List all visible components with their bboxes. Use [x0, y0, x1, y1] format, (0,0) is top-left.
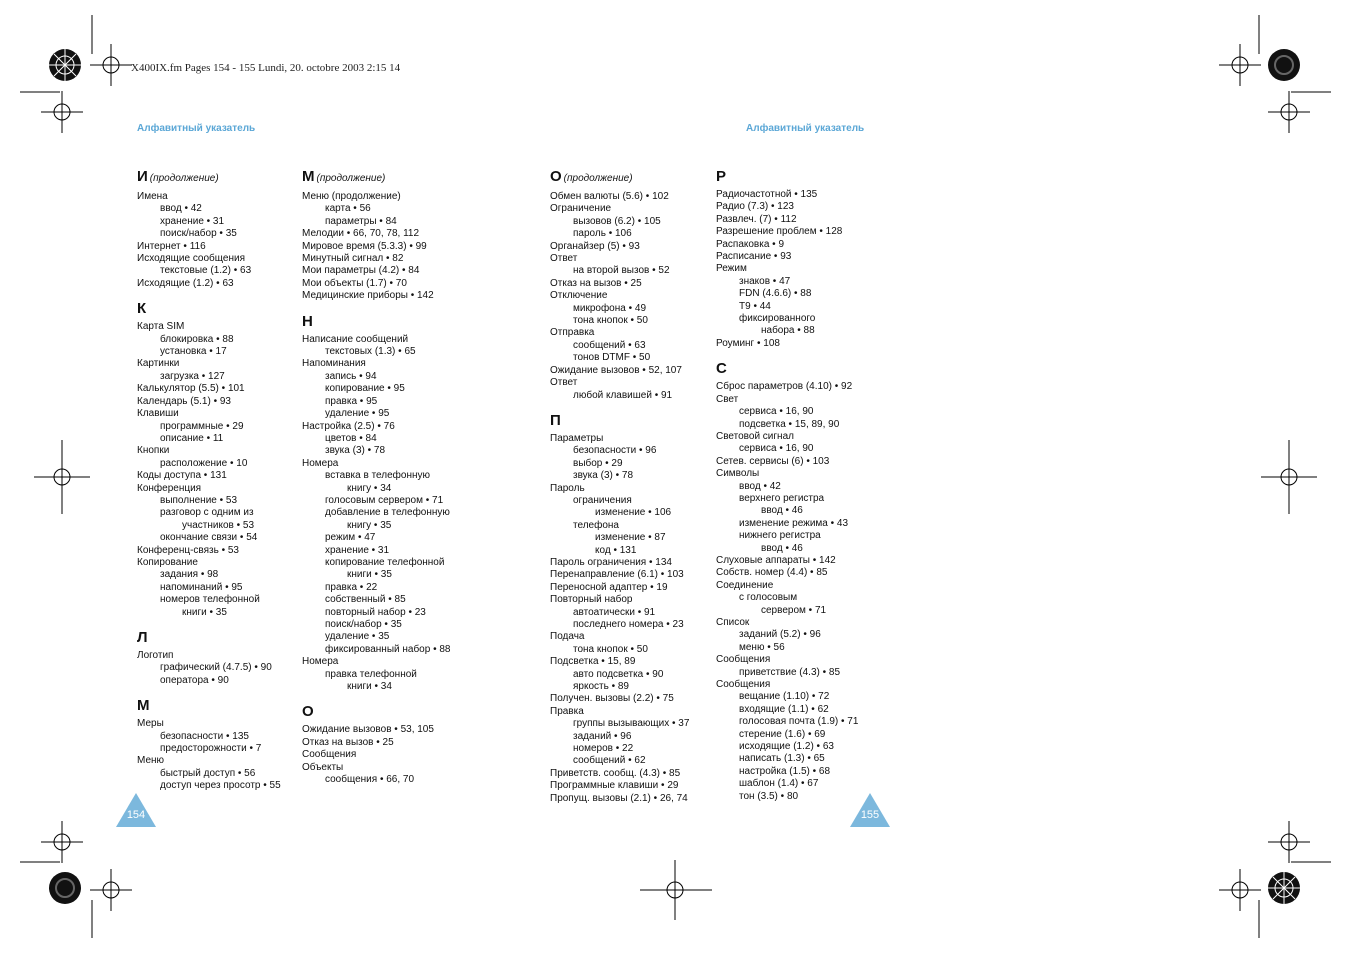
index-entry: текстовых (1.3) • 65	[325, 346, 416, 358]
section-letter	[302, 313, 472, 330]
index-entry: загрузка • 127	[160, 370, 225, 382]
index-entry: исходящие (1.2) • 63	[739, 741, 834, 753]
index-entry: Развлеч. (7) • 112	[716, 213, 797, 225]
index-entry: изменение • 106	[595, 507, 672, 519]
index-entry: тона кнопок • 50	[573, 643, 648, 655]
index-entry: Отправка	[550, 327, 595, 339]
index-entry: голосовым сервером • 71	[325, 494, 444, 506]
index-entry: установка • 17	[160, 346, 227, 358]
index-entry: Ответ	[550, 253, 578, 265]
section-letter-text: Н	[302, 312, 313, 330]
index-entry: Параметры	[550, 432, 604, 444]
index-entry: хранение • 31	[160, 215, 225, 227]
index-entry: Список	[716, 617, 750, 628]
index-entry: Меню (продолжение)	[302, 191, 401, 202]
section-letter-text: О	[550, 168, 562, 185]
index-entry: программные • 29	[160, 420, 244, 432]
registration-target-icon	[1268, 91, 1310, 133]
index-entry: окончание связи • 54	[160, 532, 258, 544]
index-entry: Мировое время (5.3.3) • 99	[302, 240, 427, 252]
index-entry: вещание (1.10) • 72	[739, 691, 830, 703]
index-entry: авто подсветка • 90	[573, 668, 664, 680]
section-letter-text: Л	[137, 629, 148, 646]
section-letter-text: П	[550, 411, 561, 429]
index-entry: задания • 98	[160, 569, 219, 581]
index-entry: участников • 53	[182, 519, 255, 531]
index-entry: Отключение	[550, 290, 608, 302]
index-entry: Клавиши	[137, 408, 179, 420]
index-entry: сервиса • 16, 90	[739, 443, 814, 455]
index-entry: Сообщения	[716, 654, 771, 666]
star-target-icon	[1268, 872, 1300, 904]
index-entry: Роуминг • 108	[716, 337, 780, 349]
index-section	[550, 168, 720, 402]
index-entry: удаление • 35	[325, 631, 390, 643]
index-entry: Подача	[550, 631, 585, 643]
index-entry: Получен. вызовы (2.2) • 75	[550, 693, 674, 705]
index-entry: ввод • 42	[160, 203, 202, 215]
index-entry: код • 131	[595, 544, 637, 556]
index-entry: Программные клавиши • 29	[550, 780, 679, 792]
index-entry: написать (1.3) • 65	[739, 753, 825, 765]
index-column-4	[716, 168, 886, 813]
section-continued-label: (продолжение)	[316, 173, 386, 184]
section-letter-text: О	[302, 703, 314, 721]
page-number-left	[116, 793, 156, 827]
index-entry: цветов • 84	[325, 432, 377, 444]
section-letter	[716, 360, 886, 377]
section-letter	[137, 629, 307, 646]
section-letter-text: И	[137, 168, 148, 185]
file-meta: X400IX.fm Pages 154 - 155 Lundi, 20. octobre 2003 2:15 14	[131, 62, 401, 74]
index-entry: Ответ	[550, 377, 578, 389]
index-entry: расположение • 10	[160, 457, 248, 469]
index-entry: Меры	[137, 718, 164, 730]
registration-target-icon	[34, 440, 90, 514]
registration-target-icon	[1219, 869, 1261, 911]
index-entry: Карта SIM	[137, 321, 185, 333]
section-letter-text: М	[302, 168, 315, 185]
index-entry: Мои объекты (1.7) • 70	[302, 277, 407, 289]
index-entry: оператора • 90	[160, 674, 229, 686]
index-entry: карта • 56	[325, 203, 371, 215]
index-entry: меню • 56	[739, 641, 785, 653]
section-letter	[137, 168, 307, 187]
index-entry: группы вызывающих • 37	[573, 718, 690, 730]
index-entry: Настройка (2.5) • 76	[302, 420, 395, 432]
index-entry: Отказ на вызов • 25	[550, 277, 642, 289]
registration-target-icon	[640, 860, 712, 920]
index-entry: Сетев. сервисы (6) • 103	[716, 455, 830, 467]
star-target-icon	[49, 49, 81, 81]
index-entry: Написание сообщений	[302, 333, 409, 345]
index-entry: ограничения	[573, 494, 632, 506]
index-section	[137, 168, 307, 290]
index-entry: выбор • 29	[573, 457, 623, 469]
index-entry: Сброс параметров (4.10) • 92	[716, 381, 853, 393]
index-entry: книги • 34	[347, 681, 392, 693]
section-letter	[137, 697, 307, 714]
section-letter-text: М	[137, 697, 150, 715]
index-entry: Конференция	[137, 482, 202, 494]
star-target-icon	[49, 872, 81, 904]
section-continued-label: (продолжение)	[149, 173, 219, 184]
section-letter	[137, 300, 307, 317]
index-entry: яркость • 89	[573, 681, 629, 693]
index-entry: сервиса • 16, 90	[739, 406, 814, 418]
index-entry: микрофона • 49	[573, 302, 647, 314]
index-entry: ввод • 46	[761, 542, 803, 554]
index-entry: телефона	[573, 519, 619, 531]
index-entry: Обмен валюты (5.6) • 102	[550, 191, 669, 202]
page-number-right-text: 155	[860, 809, 880, 821]
index-column-2	[302, 168, 472, 796]
index-entry: разговор с одним из	[160, 507, 254, 519]
index-entry: Номера	[302, 656, 339, 668]
index-entry: Переносной адаптер • 19	[550, 581, 668, 593]
index-entry: Соединение	[716, 579, 774, 591]
index-entry: Минутный сигнал • 82	[302, 253, 404, 265]
index-section	[137, 629, 307, 687]
index-section	[137, 697, 307, 792]
index-entry: Радио (7.3) • 123	[716, 201, 794, 213]
index-entry: правка • 22	[325, 581, 378, 593]
index-entry: с голосовым	[739, 592, 798, 604]
index-entry: Меню	[137, 755, 165, 767]
index-entry: голосовая почта (1.9) • 71	[739, 716, 859, 728]
index-entry: копирование • 95	[325, 383, 405, 395]
registration-target-icon	[41, 821, 83, 863]
index-entry: текстовые (1.2) • 63	[160, 265, 252, 277]
index-entry: описание • 11	[160, 432, 224, 444]
index-entry: фиксированный набор • 88	[325, 643, 451, 655]
index-entry: книгу • 34	[347, 482, 392, 494]
index-entry: вставка в телефонную	[325, 470, 430, 482]
registration-target-icon	[1261, 440, 1317, 514]
index-section	[550, 412, 720, 805]
index-entry: режим • 47	[325, 532, 376, 544]
index-entry: сообщений • 63	[573, 339, 646, 351]
index-entry: Исходящие (1.2) • 63	[137, 277, 234, 289]
section-letter-text: С	[716, 360, 727, 378]
index-entry: выполнение • 53	[160, 494, 238, 506]
section-letter-text: Р	[716, 168, 727, 185]
index-entry: Пароль	[550, 482, 585, 494]
index-entry: шаблон (1.4) • 67	[739, 778, 819, 790]
page-number-right	[850, 793, 890, 827]
index-section	[716, 360, 886, 803]
index-entry: безопасности • 96	[573, 445, 657, 457]
index-entry: Подсветка • 15, 89	[550, 656, 636, 668]
index-entry: поиск/набор • 35	[160, 228, 237, 240]
index-entry: запись • 94	[325, 370, 377, 382]
index-entry: книги • 35	[347, 569, 392, 581]
index-entry: Мелодии • 66, 70, 78, 112	[302, 228, 420, 240]
registration-target-icon	[90, 869, 132, 911]
running-head-right: Алфавитный указатель	[746, 123, 865, 134]
index-entry: Кнопки	[137, 445, 170, 457]
index-entry: правка телефонной	[325, 668, 417, 680]
index-entry: Радиочастотной • 135	[716, 189, 818, 200]
index-entry: знаков • 47	[739, 275, 791, 287]
index-entry: последнего номера • 23	[573, 619, 684, 630]
index-entry: тона кнопок • 50	[573, 315, 648, 327]
index-entry: FDN (4.6.6) • 88	[739, 288, 812, 300]
index-entry: Распаковка • 9	[716, 238, 785, 250]
index-entry: приветствие (4.3) • 85	[739, 666, 841, 678]
index-entry: напоминаний • 95	[160, 581, 243, 593]
index-entry: книги • 35	[182, 606, 227, 618]
star-target-icon	[1268, 49, 1300, 81]
index-entry: предосторожности • 7	[160, 743, 262, 755]
index-entry: собственный • 85	[325, 594, 406, 606]
index-entry: Режим	[716, 263, 747, 275]
index-entry: удаление • 95	[325, 408, 390, 420]
index-entry: безопасности • 135	[160, 730, 249, 742]
index-section	[302, 168, 472, 303]
index-entry: Свет	[716, 393, 739, 405]
index-entry: добавление в телефонную	[325, 507, 450, 519]
index-section	[137, 300, 307, 619]
index-entry: пароль • 106	[573, 228, 632, 240]
index-entry: звука (3) • 78	[325, 445, 386, 457]
index-entry: сообщений • 62	[573, 755, 646, 767]
index-entry: тонов DTMF • 50	[573, 352, 651, 364]
index-entry: доступ через просотр • 55	[160, 780, 281, 792]
index-entry: сообщения • 66, 70	[325, 774, 415, 786]
index-entry: Сообщения	[716, 679, 771, 691]
index-entry: Имена	[137, 191, 168, 202]
index-entry: на второй вызов • 52	[573, 265, 670, 277]
index-entry: правка • 95	[325, 395, 378, 407]
index-entry: Расписание • 93	[716, 251, 792, 263]
index-entry: Собств. номер (4.4) • 85	[716, 567, 828, 579]
index-entry: повторный набор • 23	[325, 606, 426, 618]
index-entry: вызовов (6.2) • 105	[573, 215, 661, 227]
page-number-left-text: 154	[126, 809, 146, 821]
index-entry: настройка (1.5) • 68	[739, 765, 831, 777]
index-entry: Коды доступа • 131	[137, 470, 227, 482]
index-entry: Перенаправление (6.1) • 103	[550, 569, 684, 581]
section-letter	[302, 703, 472, 720]
index-entry: Мои параметры (4.2) • 84	[302, 265, 420, 277]
index-entry: графический (4.7.5) • 90	[160, 662, 272, 674]
index-entry: номеров телефонной	[160, 594, 260, 606]
index-entry: Ограничение	[550, 203, 612, 215]
index-entry: Логотип	[137, 650, 174, 661]
index-section	[302, 313, 472, 694]
index-entry: поиск/набор • 35	[325, 619, 402, 630]
index-entry: Пропущ. вызовы (2.1) • 26, 74	[550, 792, 688, 804]
index-entry: Отказ на вызов • 25	[302, 736, 394, 748]
index-entry: Символы	[716, 468, 760, 480]
index-column-3	[550, 168, 720, 815]
running-head-left: Алфавитный указатель	[137, 123, 256, 134]
registration-target-icon	[90, 44, 132, 86]
index-entry: тон (3.5) • 80	[739, 790, 799, 802]
index-entry: Приветств. сообщ. (4.3) • 85	[550, 767, 681, 779]
index-entry: изменение режима • 43	[739, 517, 849, 529]
index-entry: Картинки	[137, 358, 180, 370]
index-entry: звука (3) • 78	[573, 470, 634, 482]
index-entry: Номера	[302, 457, 339, 469]
index-entry: верхнего регистра	[739, 492, 825, 504]
index-entry: Правка	[550, 705, 584, 717]
index-entry: Копирование	[137, 556, 198, 568]
section-letter-text: К	[137, 300, 147, 318]
section-letter	[550, 412, 720, 429]
index-entry: книгу • 35	[347, 519, 392, 531]
index-entry: набора • 88	[761, 325, 815, 337]
index-entry: изменение • 87	[595, 532, 666, 544]
index-entry: Объекты	[302, 761, 344, 773]
index-entry: заданий • 96	[573, 730, 632, 742]
index-section	[716, 168, 886, 350]
index-entry: сервером • 71	[761, 604, 827, 616]
index-entry: Повторный набор	[550, 594, 633, 606]
index-entry: Ожидание вызовов • 52, 107	[550, 364, 682, 376]
index-entry: Слуховые аппараты • 142	[716, 554, 836, 566]
index-column-1	[137, 168, 307, 803]
index-entry: ввод • 46	[761, 505, 803, 517]
registration-target-icon	[41, 91, 83, 133]
index-entry: Световой сигнал	[716, 430, 794, 442]
index-entry: фиксированного	[739, 313, 816, 325]
index-entry: Медицинские приборы • 142	[302, 290, 434, 302]
index-entry: Напоминания	[302, 358, 366, 370]
index-entry: Сообщения	[302, 749, 357, 761]
index-entry: ввод • 42	[739, 480, 781, 492]
registration-target-icon	[1219, 44, 1261, 86]
index-entry: Пароль ограничения • 134	[550, 556, 672, 568]
section-letter	[302, 168, 472, 187]
index-entry: Календарь (5.1) • 93	[137, 395, 231, 407]
index-entry: хранение • 31	[325, 544, 390, 556]
index-entry: Калькулятор (5.5) • 101	[137, 383, 245, 395]
index-entry: параметры • 84	[325, 215, 397, 227]
index-entry: T9 • 44	[739, 300, 771, 312]
index-entry: входящие (1.1) • 62	[739, 703, 829, 715]
index-entry: копирование телефонной	[325, 556, 445, 568]
index-entry: любой клавишей • 91	[573, 389, 673, 401]
section-continued-label: (продолжение)	[563, 173, 633, 184]
section-letter	[716, 168, 886, 185]
index-entry: стерение (1.6) • 69	[739, 728, 826, 740]
index-entry: Ожидание вызовов • 53, 105	[302, 724, 434, 736]
index-entry: заданий (5.2) • 96	[739, 629, 821, 641]
index-entry: быстрый доступ • 56	[160, 767, 256, 779]
section-letter	[550, 168, 720, 187]
index-entry: блокировка • 88	[160, 333, 234, 345]
index-entry: Конференц-связь • 53	[137, 544, 239, 556]
index-entry: автоатически • 91	[573, 606, 656, 618]
index-entry: Органайзер (5) • 93	[550, 240, 640, 252]
index-entry: Интернет • 116	[137, 240, 206, 252]
index-entry: нижнего регистра	[739, 530, 821, 542]
index-entry: подсветка • 15, 89, 90	[739, 418, 840, 430]
index-entry: Разрешение проблем • 128	[716, 226, 843, 238]
registration-target-icon	[1268, 821, 1310, 863]
index-section	[302, 703, 472, 786]
index-entry: Исходящие сообщения	[137, 253, 245, 265]
index-entry: номеров • 22	[573, 743, 634, 755]
